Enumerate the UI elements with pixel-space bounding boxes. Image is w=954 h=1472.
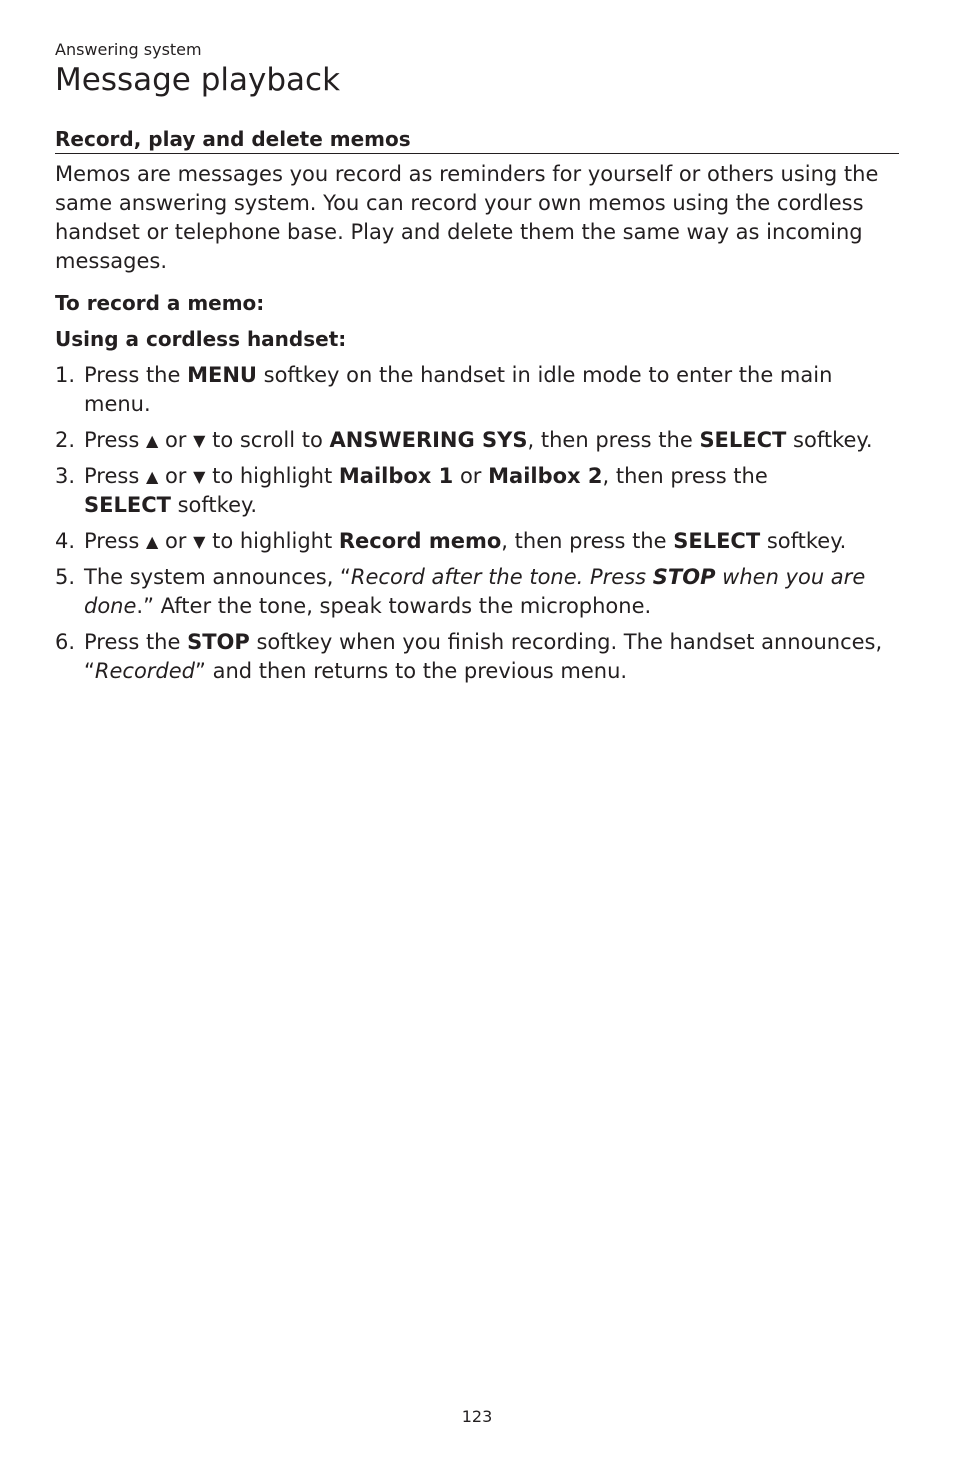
step-number: 2. — [55, 428, 76, 452]
down-arrow-icon: ▼ — [193, 532, 206, 551]
step-text: to highlight — [205, 529, 339, 553]
mailbox-label: Mailbox 1 — [338, 464, 454, 488]
steps-list — [55, 361, 899, 693]
step-text: Press — [84, 529, 146, 553]
step-text: ” and then returns to the previous menu. — [195, 659, 628, 683]
step-text: , then press the — [527, 428, 700, 452]
step-2 — [55, 426, 899, 455]
step-text: softkey. — [786, 428, 873, 452]
intro-paragraph: Memos are messages you record as reminders for yourself or others using the same answering system. You can record your own memos using the cordless handset or telephone base. Play and delete them the same way as incoming messages. — [55, 162, 879, 273]
down-arrow-icon: ▼ — [193, 467, 206, 486]
step-text: to scroll to — [205, 428, 330, 452]
announcement-text: Record after the tone. Press — [350, 565, 653, 589]
down-arrow-icon: ▼ — [193, 431, 206, 450]
select-key-label: SELECT — [673, 529, 761, 553]
step-text: Press — [84, 464, 146, 488]
step-text: softkey. — [170, 493, 258, 517]
step-number: 6. — [55, 630, 76, 654]
subheading-cordless-handset: Using a cordless handset: — [55, 327, 347, 351]
step-text: , then press the — [602, 464, 768, 488]
select-key-label: SELECT — [699, 428, 787, 452]
up-arrow-icon: ▲ — [145, 431, 159, 450]
step-number: 5. — [55, 565, 76, 589]
step-text: Press the — [84, 630, 188, 654]
page-number: 123 — [461, 1407, 493, 1426]
step-number: 4. — [55, 529, 76, 553]
section-heading: Record, play and delete memos — [55, 126, 899, 154]
stop-key-label: STOP — [652, 565, 716, 589]
step-text: softkey on the handset in idle mode to enter the main menu. — [84, 363, 833, 416]
step-3 — [55, 462, 899, 520]
step-text: Press — [84, 428, 146, 452]
step-1 — [55, 361, 899, 419]
step-text: or — [164, 428, 187, 452]
running-head: Answering system — [55, 40, 202, 59]
step-4 — [55, 527, 899, 556]
announcement-text: Recorded — [94, 659, 196, 683]
step-text: , then press the — [501, 529, 674, 553]
menu-key-label: MENU — [187, 363, 257, 387]
page-title: Message playback — [55, 62, 341, 98]
step-text: softkey when you finish recording. The handset announces, “ — [84, 630, 883, 683]
up-arrow-icon: ▲ — [145, 532, 159, 551]
step-6 — [55, 628, 899, 686]
step-text: .” After the tone, speak towards the microphone. — [136, 594, 652, 618]
select-key-label: SELECT — [84, 493, 171, 517]
step-text: to highlight — [205, 464, 339, 488]
announcement-text: when you are done — [84, 565, 866, 618]
menu-option-label: Record memo — [338, 529, 502, 553]
up-arrow-icon: ▲ — [145, 467, 159, 486]
step-text: The system announces, “ — [84, 565, 351, 589]
step-text: Press the — [84, 363, 188, 387]
stop-key-label: STOP — [187, 630, 250, 654]
step-text: softkey. — [760, 529, 847, 553]
step-text: or — [453, 464, 489, 488]
menu-option-label: ANSWERING SYS — [329, 428, 528, 452]
mailbox-label: Mailbox 2 — [488, 464, 603, 488]
step-5 — [55, 563, 899, 621]
subheading-record-memo: To record a memo: — [55, 291, 265, 315]
step-number: 3. — [55, 464, 76, 488]
step-text: or — [164, 529, 187, 553]
step-number: 1. — [55, 363, 76, 387]
step-text: or — [164, 464, 187, 488]
